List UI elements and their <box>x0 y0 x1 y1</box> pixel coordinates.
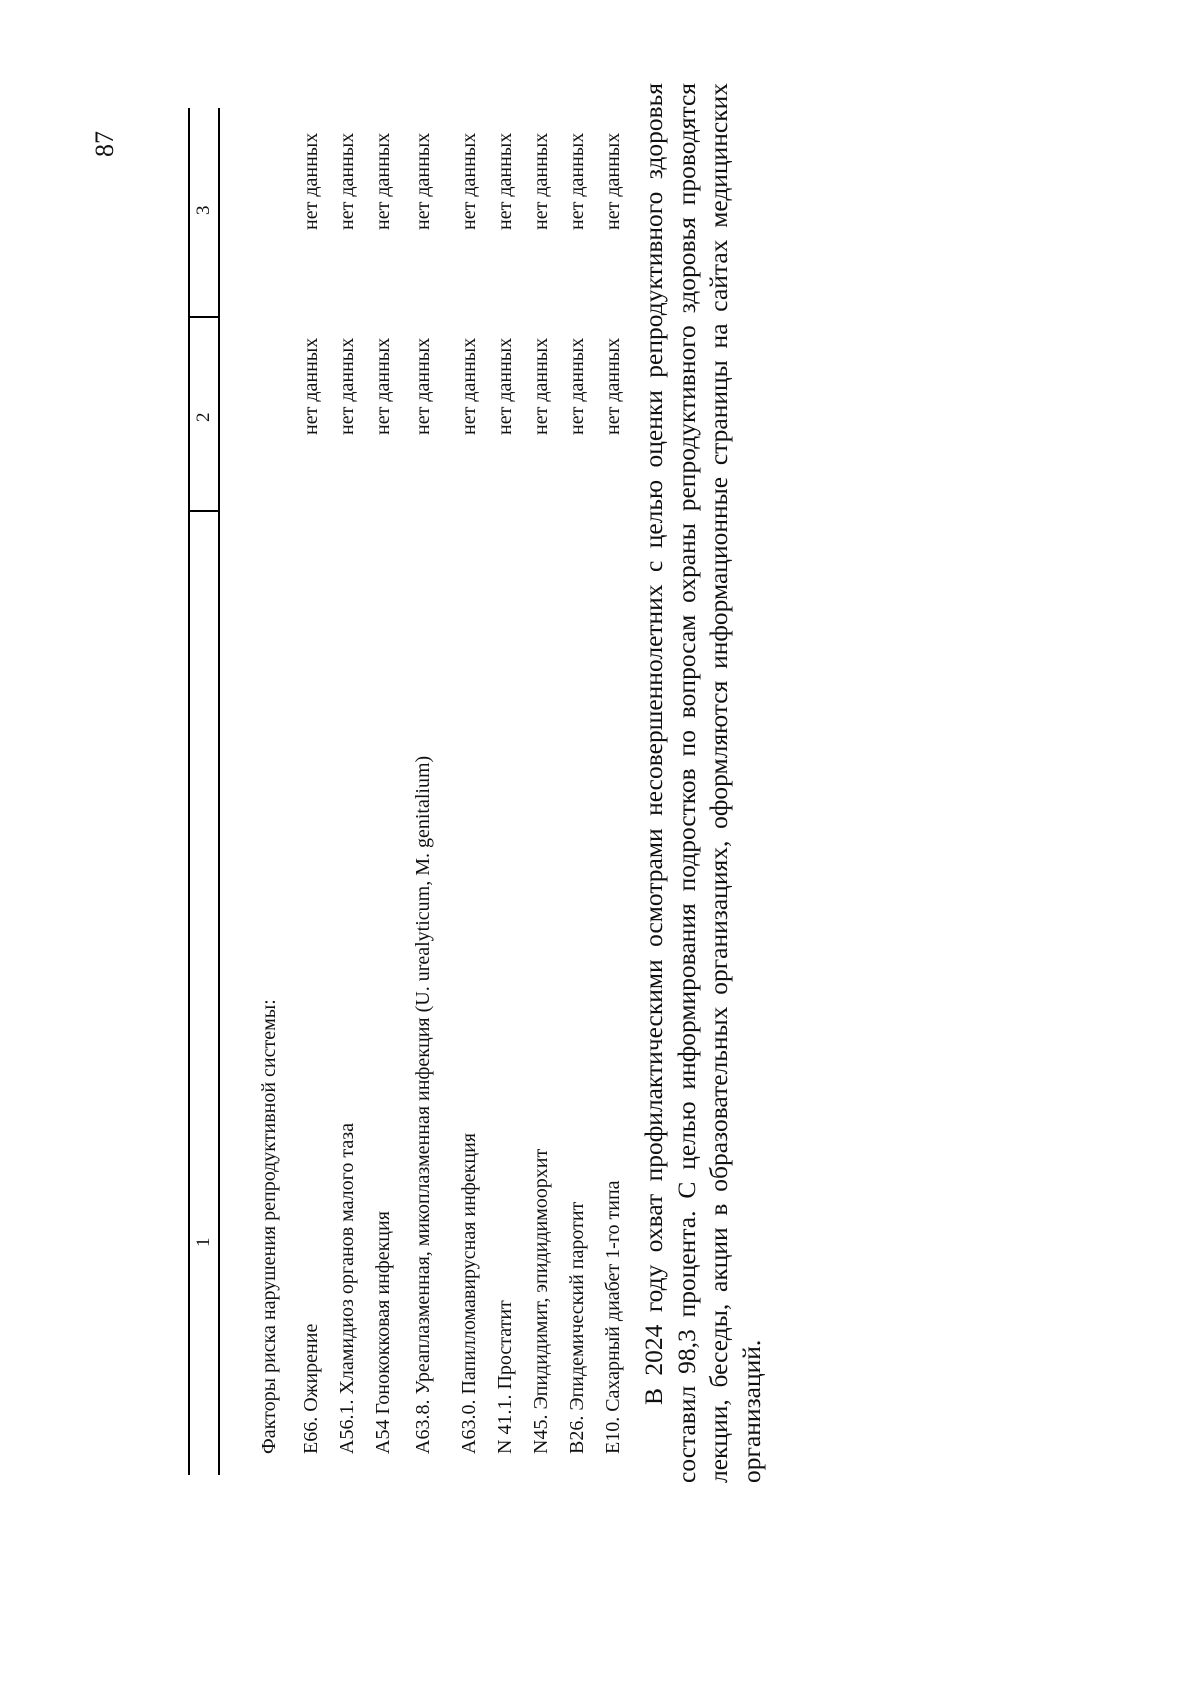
table-header-col-2: 2 <box>193 412 214 422</box>
row-3-col-2: нет данных <box>372 337 394 435</box>
table-header-col-1: 1 <box>193 1237 214 1247</box>
row-4-col-3: нет данных <box>412 132 434 230</box>
table-top-border <box>188 108 190 1475</box>
row-1-name: Е66. Ожирение <box>300 1323 322 1454</box>
row-6-col-2: нет данных <box>494 337 516 435</box>
row-7-col-2: нет данных <box>530 337 552 435</box>
row-7-col-3: нет данных <box>530 132 552 230</box>
row-9-col-3: нет данных <box>602 132 624 230</box>
row-5-name: А63.0. Папилломавирусная инфекция <box>458 1133 480 1454</box>
row-3-col-3: нет данных <box>372 132 394 230</box>
row-4-col-2: нет данных <box>412 337 434 435</box>
row-1-col-2: нет данных <box>300 337 322 435</box>
table-column-divider-2 <box>188 317 220 319</box>
table-column-divider-1 <box>188 511 220 513</box>
row-5-col-2: нет данных <box>458 337 480 435</box>
row-6-col-3: нет данных <box>494 132 516 230</box>
row-2-col-3: нет данных <box>336 132 358 230</box>
section-title: Факторы риска нарушения репродуктивной системы: <box>258 999 280 1454</box>
row-8-col-3: нет данных <box>566 132 588 230</box>
row-2-name: А56.1. Хламидиоз органов малого таза <box>336 1122 358 1454</box>
row-3-name: А54 Гонококковая инфекция <box>372 1211 394 1454</box>
row-5-col-3: нет данных <box>458 132 480 230</box>
table-header-col-3: 3 <box>193 205 214 215</box>
row-1-col-3: нет данных <box>300 132 322 230</box>
table-header-border <box>218 108 220 1475</box>
row-4-name: А63.8. Уреаплазменная, микоплазменная инфекция (U. urealyticum, M. genitalium) <box>412 755 434 1454</box>
row-2-col-2: нет данных <box>336 337 358 435</box>
row-6-name: N 41.1. Простатит <box>494 1300 516 1454</box>
page-number: 87 <box>90 131 119 157</box>
row-8-col-2: нет данных <box>566 337 588 435</box>
row-9-col-2: нет данных <box>602 337 624 435</box>
body-paragraph: В 2024 году охват профилактическими осмотрами несовершеннолетних с целью оценки репродуктивного здоровья составил 98,3 процента. С целью информирования подростков по вопросам охраны репродуктивного здоровья проводятся лекции, беседы, акции в образовательных организациях, оформляются информационные страницы на сайтах медицинских организаций. <box>639 83 766 1483</box>
row-7-name: N45. Эпидидимит, эпидидимоорхит <box>530 1148 552 1454</box>
row-8-name: В26. Эпидемический паротит <box>566 1201 588 1454</box>
row-9-name: Е10. Сахарный диабет 1-го типа <box>602 1180 624 1454</box>
